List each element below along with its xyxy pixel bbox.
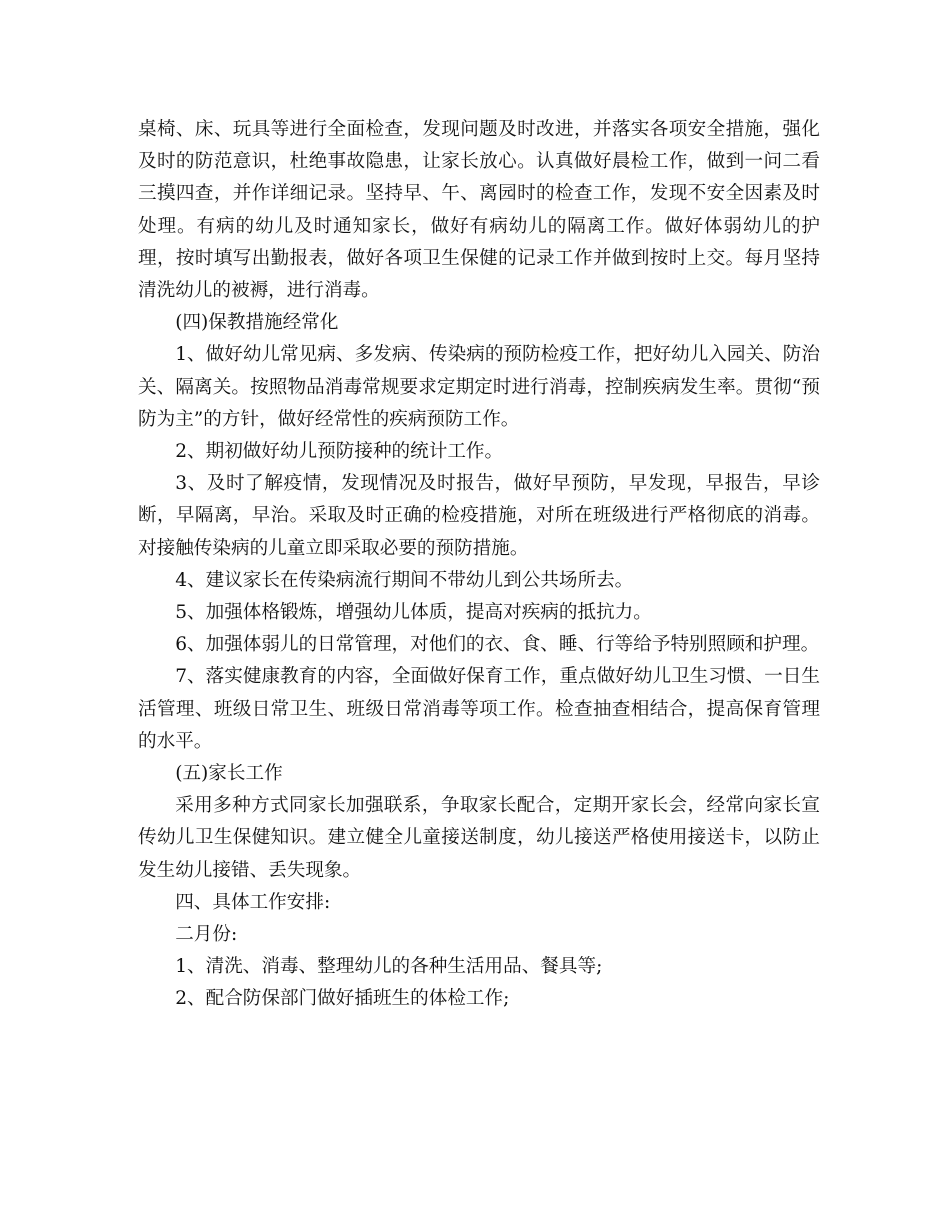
list-item-1: 1、做好幼儿常见病、多发病、传染病的预防检疫工作，把好幼儿入园关、防治关、隔离关。按照物品消毒常规要求定期定时进行消毒，控制疾病发生率。贯彻“预防为主”的方针，做好经常性的疾病预防工作。 (138, 344, 820, 430)
list-item-4: 4、建议家长在传染病流行期间不带幼儿到公共场所去。 (175, 569, 634, 591)
paragraph-1: 桌椅、床、玩具等进行全面检查，发现问题及时改进，并落实各项安全措施，强化及时的防范意识，杜绝事故隐患，让家长放心。认真做好晨检工作，做到一问二看三摸四查，并作详细记录。坚持早、午、离园时的检查工作，发现不安全因素及时处理。有病的幼儿及时通知家长，做好有病幼儿的隔离工作。做好体弱幼儿的护理，按时填写出勤报表，做好各项卫生保健的记录工作并做到按时上交。每月坚持清洗幼儿的被褥，进行消毒。 (138, 119, 820, 302)
paragraph-parents: 采用多种方式同家长加强联系，争取家长配合，定期开家长会，经常向家长宣传幼儿卫生保健知识。建立健全儿童接送制度，幼儿接送严格使用接送卡，以防止发生幼儿接错、丢失现象。 (138, 795, 820, 881)
schedule-item-2: 2、配合防保部门做好插班生的体检工作; (175, 988, 510, 1010)
list-item-5: 5、加强体格锻炼，增强幼儿体质，提高对疾病的抵抗力。 (175, 602, 652, 624)
list-item-2: 2、期初做好幼儿预防接种的统计工作。 (175, 441, 504, 463)
section-heading-5: (五)家长工作 (175, 763, 283, 785)
list-item-3: 3、及时了解疫情，发现情况及时报告，做好早预防，早发现，早报告，早诊断，早隔离，早治。采取及时正确的检疫措施，对所在班级进行严格彻底的消毒。对接触传染病的儿童立即采取必要的预防措施。 (138, 473, 820, 559)
list-item-7: 7、落实健康教育的内容，全面做好保育工作，重点做好幼儿卫生习惯、一日生活管理、班级日常卫生、班级日常消毒等项工作。检查抽查相结合，提高保育管理的水平。 (138, 666, 820, 752)
document-page (138, 114, 820, 1016)
month-heading-february: 二月份: (175, 924, 238, 946)
section-heading-schedule: 四、具体工作安排: (175, 891, 331, 913)
section-heading-4: (四)保教措施经常化 (175, 312, 339, 334)
list-item-6: 6、加强体弱儿的日常管理，对他们的衣、食、睡、行等给予特别照顾和护理。 (175, 634, 820, 656)
schedule-item-1: 1、清洗、消毒、整理幼儿的各种生活用品、餐具等; (175, 956, 603, 978)
